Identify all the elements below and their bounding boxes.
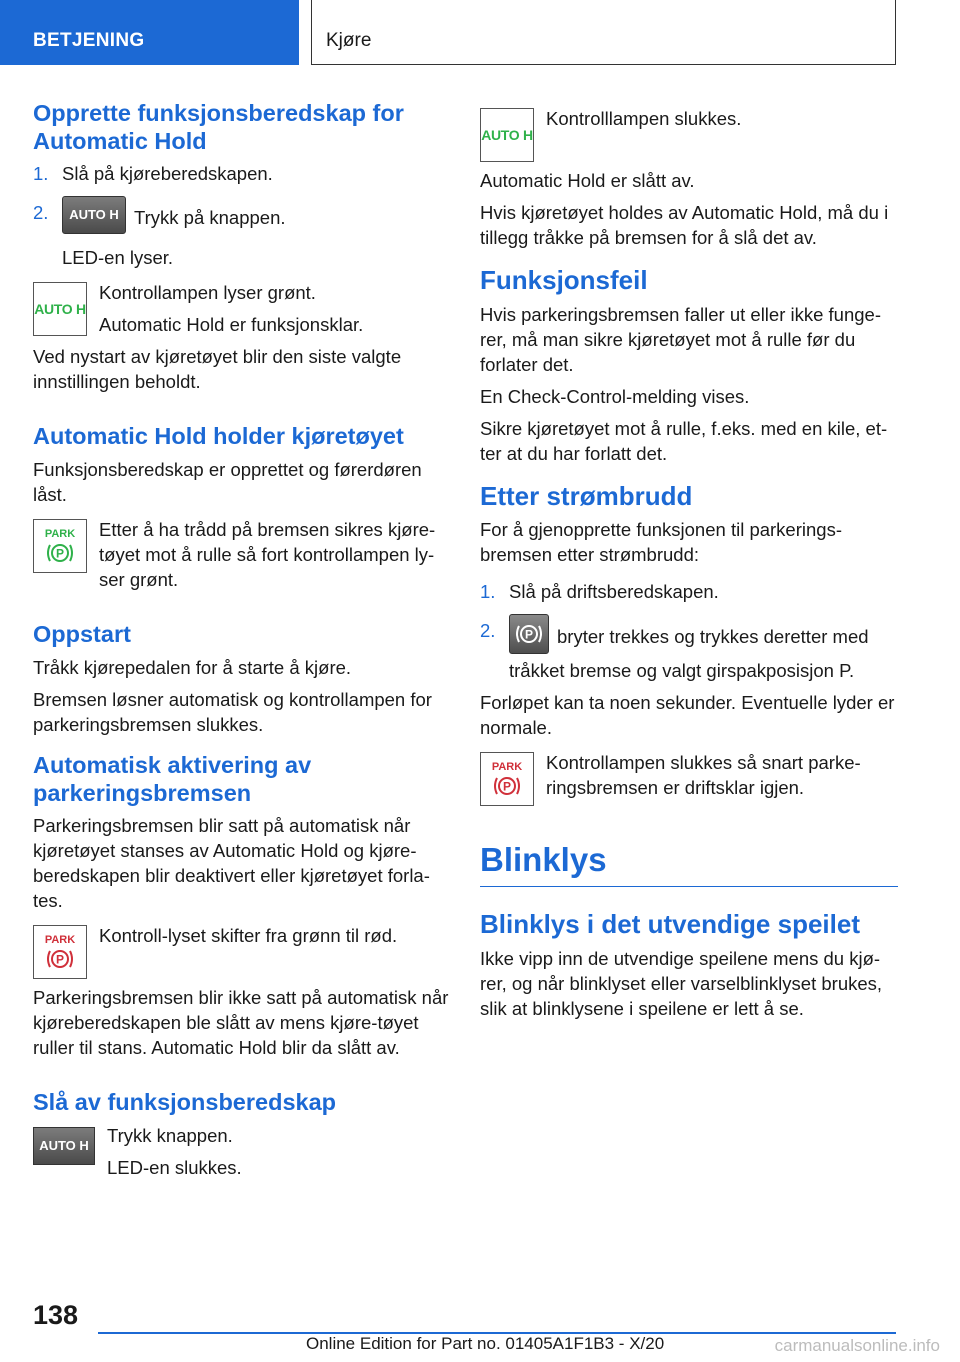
- heading-hold-vehicle: Automatic Hold holder kjøretøyet: [33, 423, 404, 450]
- auto-h-button-icon: AUTO H: [62, 196, 126, 234]
- heading-malfunction: Funksjonsfeil: [480, 265, 648, 295]
- park-indicator-green-icon: PARK P: [33, 519, 87, 573]
- page-number: 138: [33, 1300, 79, 1330]
- park-p-symbol-icon: [45, 946, 75, 972]
- auto-h-button-icon: AUTO H: [33, 1127, 95, 1165]
- svg-text:P: P: [502, 779, 512, 794]
- park-p-symbol-icon: [45, 540, 75, 566]
- auto-h-indicator-icon: AUTO H: [480, 108, 534, 162]
- park-p-symbol-icon: [492, 773, 522, 799]
- heading-disable: Slå av funksjonsberedskap: [33, 1089, 337, 1116]
- right-column: AUTO H Kontrolllampen slukkes. Automatic Hold er slått av. Hvis kjøretøyet holdes av Automatic Hold, må du i tillegg tråkke på bremsen for å slå det av. Funksjonsfeil Hvis parkeringsbremsen faller ut eller ikke funge-rer, må man sikre kjøretøyet mot å rulle før du forlater det. En Check-Control-melding vises. Sikre kjøretøyet mot å rulle, f.eks. med en kile, et-ter at du har forlatt det. Etter strømbrudd For å gjenopprette funksjonen til parkerings-bremsen etter strømbrudd: 1. Slå på driftsberedskapen. 2. P bryter trekkes og trykkes deretter med tråkket bremse og valgt girspakposisjon P. Forløpet kan ta noen sekunder. Eventuelle lyder er normale. PARK P Kontrollampen slukkes så snart parke-ringsbremsen er driftsklar igjen. Blinklys Blinklys i det utvendige speilet Ikke vipp inn de utvendige speilene mens du kjø-rer, og når blinklyset eller varselblinklyset brukes, slik at blinklysene i speilene er lett å se.: [480, 100, 898, 1028]
- heading-enable-auto-hold: Opprette funksjonsberedskap for Automatic Hold: [33, 100, 404, 154]
- auto-h-indicator-icon: AUTO H: [33, 282, 87, 336]
- watermark: carmanualsonline.info: [774, 1336, 940, 1355]
- parking-brake-switch-icon: [509, 614, 549, 654]
- svg-text:P: P: [55, 546, 65, 561]
- heading-turn-signals: Blinklys: [480, 840, 898, 887]
- step-item: 1. Slå på kjøreberedskapen.: [33, 163, 273, 185]
- led-text: LED-en lyser.: [62, 247, 174, 269]
- steps-enable: [33, 161, 451, 238]
- heading-startup: Oppstart: [33, 621, 131, 648]
- step-item: 2. AUTO H Trykk på knappen.: [33, 200, 451, 238]
- park-indicator-red-icon: PARK P: [480, 752, 534, 806]
- steps-power-failure: [480, 579, 898, 683]
- left-column: Opprette funksjonsberedskap for Automatic Hold 1. Slå på kjøreberedskapen. 2. AUTO H Trykk på knappen. LED-en lyser. AUTO H Kontrollampen lyser grønt. Automatic Hold er funksjonsklar. Ved nystart av kjøretøyet blir den siste valgte innstillingen beholdt. Automatic Hold holder kjøretøyet Funksjonsberedskap er opprettet og førerdøren låst. PARK P Etter å ha trådd på bremsen sikres kjøre-tøyet mot å rulle så fort kontrollampen ly-ser grønt. Oppstart Tråkk kjørepedalen for å starte å kjøre. Bremsen løsner automatisk og kontrollampen for parkeringsbremsen slukkes. Automatisk aktivering av parkeringsbremsen Parkeringsbremsen blir satt på automatisk når kjøretøyet stanses av Automatic Hold og kjøre-beredskapen blir deaktivert eller kjøretøyet forla-tes. PARK P Kontroll-lyset skifter fra grønn til rød. Parkeringsbremsen blir ikke satt på automatisk når kjøreberedskapen ble slått av mens kjøre-tøyet ruller til stans. Automatic Hold blir da slått av. Slå av funksjonsberedskap AUTO H Trykk knappen. LED-en slukkes.: [33, 100, 451, 1187]
- edition-text: Online Edition for Part no. 01405A1F1B3 - X/20: [306, 1334, 665, 1353]
- heading-auto-park-brake: Automatisk aktivering av parkeringsbremsen: [33, 751, 312, 806]
- section-tab: BETJENING: [0, 0, 299, 65]
- heading-power-failure: Etter strømbrudd: [480, 480, 693, 511]
- park-indicator-red-icon: PARK P: [33, 925, 87, 979]
- chapter-title: Kjøre: [311, 0, 896, 65]
- step-item: 1. Slå på driftsberedskapen.: [480, 581, 719, 603]
- step-item: 2. P bryter trekkes og trykkes deretter med tråkket bremse og valgt girspakposisjon P.: [480, 618, 898, 683]
- heading-mirror-turn-signals: Blinklys i det utvendige speilet: [480, 908, 860, 939]
- svg-text:P: P: [55, 952, 65, 967]
- svg-text:P: P: [524, 627, 534, 642]
